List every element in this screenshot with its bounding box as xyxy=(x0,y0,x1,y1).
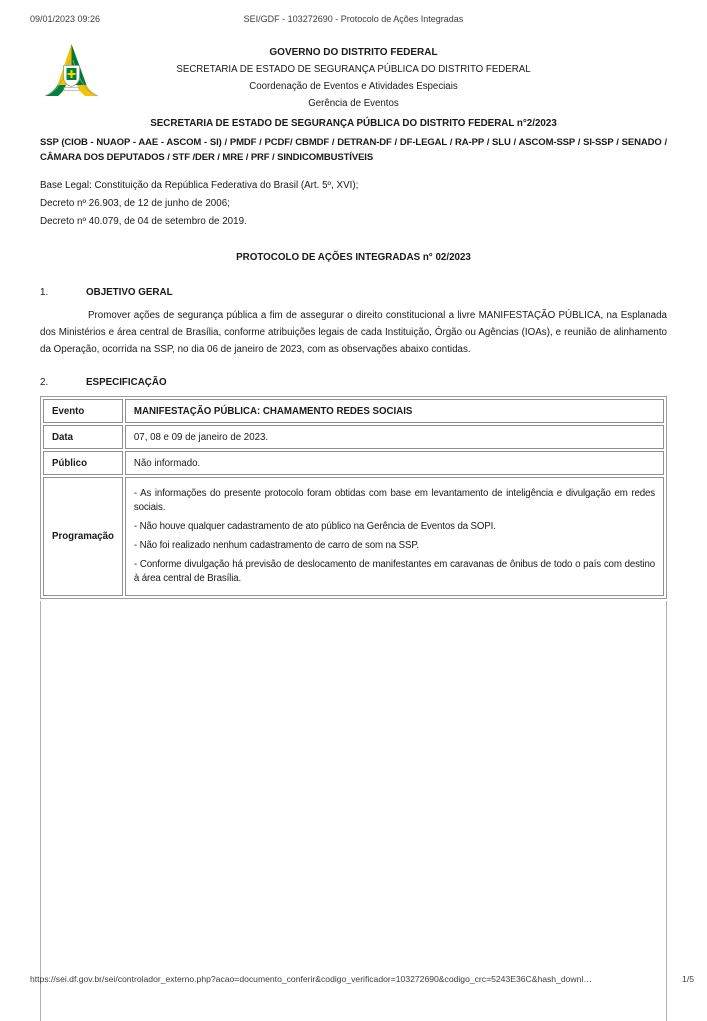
legal-basis xyxy=(40,180,667,227)
row-value: Não informado. xyxy=(125,451,664,475)
letterhead-coordination: Coordenação de Eventos e Atividades Especiais xyxy=(249,81,458,92)
row-value xyxy=(125,477,664,596)
row-label: Evento xyxy=(43,399,123,423)
row-label: Público xyxy=(43,451,123,475)
print-footer-page-number: 1/5 xyxy=(682,974,694,984)
print-timestamp: 09/01/2023 09:26 xyxy=(30,14,101,24)
table-row-evento xyxy=(43,399,664,423)
specification-table xyxy=(40,396,667,599)
row-label: Data xyxy=(43,425,123,449)
print-footer xyxy=(30,974,694,984)
table-continuation-box xyxy=(40,601,667,1021)
gdf-coat-of-arms-icon xyxy=(44,44,99,102)
print-header xyxy=(30,14,677,26)
letterhead-management: Gerência de Eventos xyxy=(308,98,399,109)
programacao-item: - As informações do presente protocolo foram obtidas com base em levantamento de inteligência e divulgação em redes sociais. xyxy=(133,488,655,513)
document-heading: SECRETARIA DE ESTADO DE SEGURANÇA PÚBLICA DO DISTRITO FEDERAL n°2/2023 xyxy=(150,118,557,129)
row-label: Programação xyxy=(43,477,123,596)
row-value: MANIFESTAÇÃO PÚBLICA: CHAMAMENTO REDES SOCIAIS xyxy=(125,399,664,423)
letterhead xyxy=(40,43,667,109)
agencies-list: SSP (CIOB - NUAOP - AAE - ASCOM - SI) / PMDF / PCDF/ CBMDF / DETRAN-DF / DF-LEGAL / RA-PP / SLU / ASCOM-SSP / SI-SSP / SENADO / CÂMARA DOS DEPUTADOS / STF /DER / MRE / PRF / SINDICOMBUSTÍVEIS xyxy=(40,137,667,163)
legal-basis-line: Base Legal: Constituição da República Federativa do Brasil (Art. 5º, XVI); xyxy=(40,180,359,191)
objetivo-paragraph: Promover ações de segurança pública a fim de assegurar o direito constitucional a livre MANIFESTAÇÃO PÚBLICA, na Esplanada dos Ministérios e área central de Brasília, conforme atribuições legais de cada Instituição, Órgão ou Agências (IOAs), e reunião de alinhamento da Operação, ocorrida na SSP, no dia 06 de janeiro de 2023, com as observações abaixo contidas. xyxy=(40,310,667,355)
legal-basis-line: Decreto nº 26.903, de 12 de junho de 2006; xyxy=(40,198,230,209)
section-title: ESPECIFICAÇÃO xyxy=(86,377,167,388)
table-row-data xyxy=(43,425,664,449)
letterhead-lines xyxy=(40,43,667,112)
print-footer-url: https://sei.df.gov.br/sei/controlador_externo.php?acao=documento_conferir&codigo_verificador=103272690&codigo_crc=5243E36C&hash_downl… xyxy=(30,974,592,984)
programacao-item: - Conforme divulgação há previsão de deslocamento de manifestantes em caravanas de ônibus de todo o país com destino à área central de Brasília. xyxy=(133,559,655,584)
table-row-publico xyxy=(43,451,664,475)
section-especificacao xyxy=(40,377,667,388)
document-body xyxy=(40,43,667,1021)
programacao-item: - Não houve qualquer cadastramento de ato público na Gerência de Eventos da SOPI. xyxy=(133,521,496,532)
row-value: 07, 08 e 09 de janeiro de 2023. xyxy=(125,425,664,449)
programacao-item: - Não foi realizado nenhum cadastramento de carro de som na SSP. xyxy=(133,540,420,551)
table-row-programacao xyxy=(43,477,664,596)
letterhead-government: GOVERNO DO DISTRITO FEDERAL xyxy=(269,47,438,58)
section-objetivo-geral xyxy=(40,287,667,298)
section-number: 2. xyxy=(40,377,49,388)
letterhead-secretariat: SECRETARIA DE ESTADO DE SEGURANÇA PÚBLICA DO DISTRITO FEDERAL xyxy=(176,64,531,75)
section-number: 1. xyxy=(40,287,49,298)
section-title: OBJETIVO GERAL xyxy=(86,287,173,298)
legal-basis-line: Decreto nº 40.079, de 04 de setembro de 2019. xyxy=(40,216,247,227)
print-doc-title: SEI/GDF - 103272690 - Protocolo de Ações Integradas xyxy=(243,14,464,24)
protocol-title: PROTOCOLO DE AÇÕES INTEGRADAS n° 02/2023 xyxy=(236,252,471,263)
